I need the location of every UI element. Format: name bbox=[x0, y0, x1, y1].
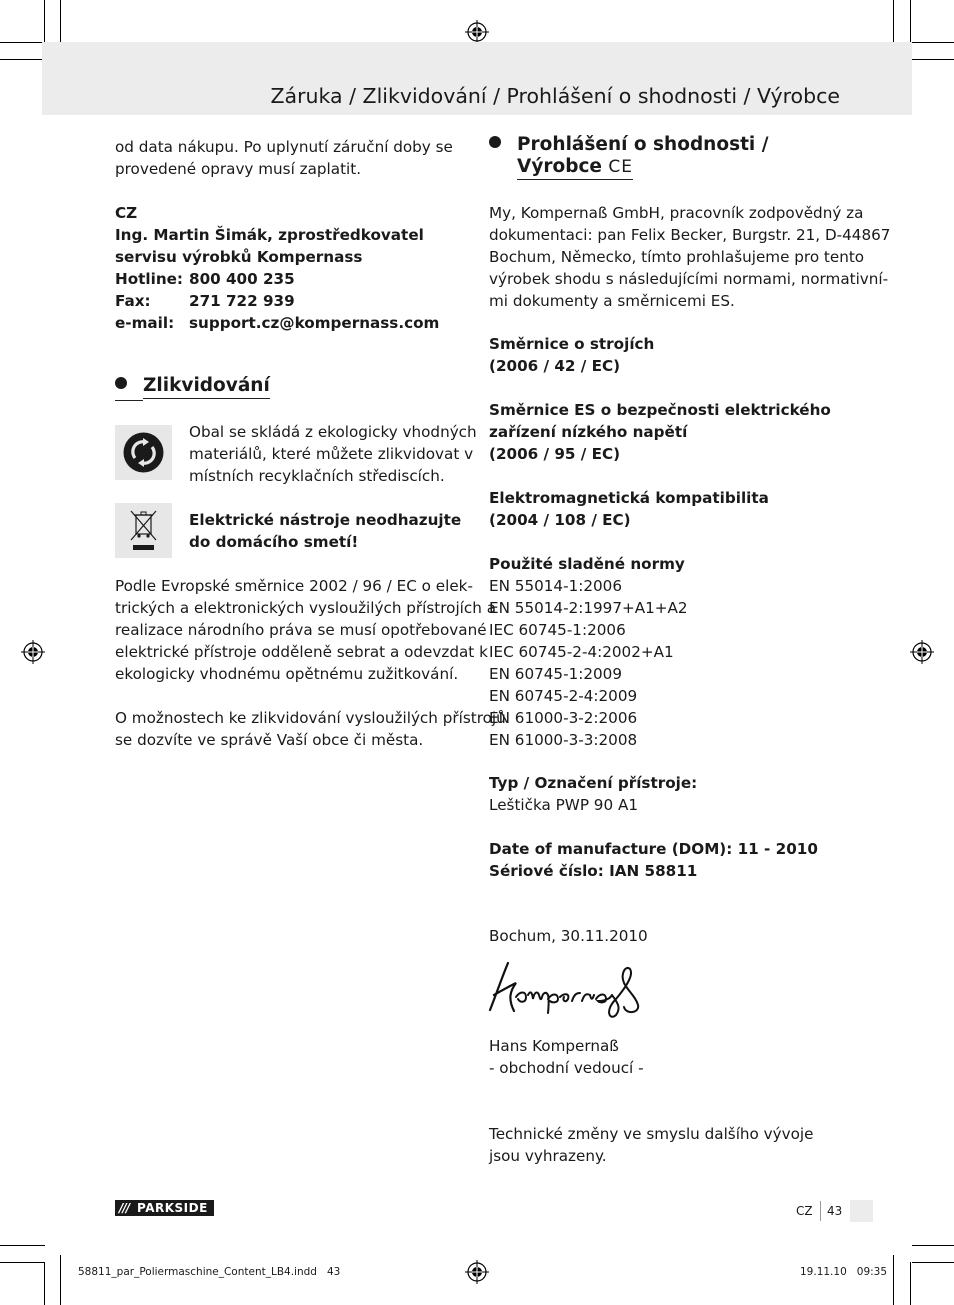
crop-mark bbox=[893, 0, 894, 48]
date-of-manufacture: Date of manufacture (DOM): 11 - 2010 bbox=[489, 840, 818, 858]
weee-icon-box bbox=[115, 503, 172, 558]
logo-text: PARKSIDE bbox=[137, 1201, 208, 1215]
fax-row bbox=[115, 290, 439, 312]
device-type-value: Leštička PWP 90 A1 bbox=[489, 796, 639, 814]
service-country: CZ bbox=[115, 204, 138, 222]
standard-item: EN 61000-3-2:2006 bbox=[489, 709, 638, 727]
text-line: místních recyklačních střediscích. bbox=[189, 467, 445, 485]
crop-mark bbox=[912, 59, 954, 60]
email-label: e-mail: bbox=[115, 314, 175, 332]
crop-mark bbox=[44, 1262, 45, 1305]
text-line: (2006 / 42 / EC) bbox=[489, 357, 621, 375]
warranty-continuation bbox=[115, 136, 453, 180]
machinery-directive bbox=[489, 333, 654, 377]
crop-mark bbox=[910, 0, 911, 42]
crop-mark bbox=[0, 1262, 45, 1263]
fax-label: Fax: bbox=[115, 292, 151, 310]
crop-mark bbox=[910, 1262, 911, 1305]
crop-mark bbox=[0, 42, 45, 43]
parkside-logo bbox=[115, 1200, 214, 1216]
slug-filename: 58811_par_Poliermaschine_Content_LB4.indd 43 bbox=[78, 1266, 341, 1278]
hotline-row bbox=[115, 268, 439, 290]
page-title: Záruka / Zlikvidování / Prohlášení o shodnosti / Výrobce bbox=[270, 84, 840, 108]
text-line: Směrnice o strojích bbox=[489, 335, 655, 353]
text-line: Obal se skládá z ekologicky vhodných bbox=[189, 423, 477, 441]
page-number: 43 bbox=[827, 1204, 843, 1218]
text-line: My, Kompernaß GmbH, pracovník zodpovědný za bbox=[489, 204, 864, 222]
hotline-label: Hotline: bbox=[115, 270, 184, 288]
page-tab bbox=[850, 1200, 873, 1222]
technical-changes-note bbox=[489, 1123, 814, 1167]
weee-warning bbox=[189, 509, 461, 553]
ce-mark-icon: CE bbox=[608, 157, 634, 177]
signatory bbox=[489, 1035, 644, 1079]
text-line: Technické změny ve smyslu dalšího vývoje bbox=[489, 1125, 814, 1143]
text-line: jsou vyhrazeny. bbox=[489, 1147, 607, 1165]
conformity-heading bbox=[489, 134, 768, 156]
text-line: Elektromagnetická kompatibilita bbox=[489, 489, 769, 507]
registration-mark-icon bbox=[465, 20, 489, 44]
text-line: O možnostech ke zlikvidování vysloužilých přístrojů bbox=[115, 709, 506, 727]
service-name-line: servisu výrobků Kompernass bbox=[115, 248, 363, 266]
service-name-line: Ing. Martin Šimák, zprostředkovatel bbox=[115, 226, 424, 244]
text-line: výrobek shodu s následujícími normami, normativní- bbox=[489, 270, 889, 288]
text-line: elektrické přístroje odděleně sebrat a odevzdat k bbox=[115, 643, 488, 661]
recycle-text bbox=[189, 421, 477, 487]
email-row bbox=[115, 312, 439, 334]
conformity-heading-line2: Výrobce bbox=[517, 156, 602, 177]
crossed-bin-icon bbox=[115, 503, 172, 558]
text-line: (2006 / 95 / EC) bbox=[489, 445, 621, 463]
recycle-icon bbox=[115, 425, 172, 480]
conformity-heading-line1: Prohlášení o shodnosti / bbox=[517, 134, 769, 155]
registration-mark-icon bbox=[465, 1260, 489, 1284]
language-code: CZ bbox=[796, 1204, 813, 1218]
hotline-value: 800 400 235 bbox=[189, 270, 295, 288]
registration-mark-icon bbox=[910, 640, 934, 664]
device-type-block bbox=[489, 772, 697, 816]
registration-mark-icon bbox=[21, 640, 45, 664]
place-date: Bochum, 30.11.2010 bbox=[489, 927, 648, 945]
standards-block bbox=[489, 553, 688, 751]
crop-mark bbox=[0, 1245, 45, 1246]
standard-item: EN 61000-3-3:2008 bbox=[489, 731, 638, 749]
emc-directive bbox=[489, 487, 769, 531]
standard-item: EN 60745-2-4:2009 bbox=[489, 687, 638, 705]
conformity-heading-underlined bbox=[517, 156, 633, 180]
text-line: dokumentaci: pan Felix Becker, Burgstr. 21, D-44867 bbox=[489, 226, 891, 244]
fax-value: 271 722 939 bbox=[189, 292, 295, 310]
text-line: (2004 / 108 / EC) bbox=[489, 511, 631, 529]
text-line: Směrnice ES o bezpečnosti elektrického bbox=[489, 401, 831, 419]
conformity-heading-2 bbox=[517, 156, 633, 178]
text-line: do domácího smetí! bbox=[189, 533, 359, 551]
declaration-intro bbox=[489, 202, 890, 312]
crop-mark bbox=[893, 1255, 894, 1305]
crop-mark bbox=[60, 0, 61, 48]
service-contact bbox=[115, 202, 439, 334]
disposal-heading-text: Zlikvidování bbox=[143, 375, 270, 399]
text-line: Elektrické nástroje neodhazujte bbox=[189, 511, 462, 529]
disposal-info-paragraph bbox=[115, 707, 506, 751]
bullet-icon bbox=[115, 377, 127, 389]
standards-heading: Použité sladěné normy bbox=[489, 555, 685, 573]
standard-item: EN 60745-1:2009 bbox=[489, 665, 623, 683]
serial-number: Sériové číslo: IAN 58811 bbox=[489, 862, 698, 880]
crop-mark bbox=[0, 59, 45, 60]
signatory-role: - obchodní vedoucí - bbox=[489, 1059, 644, 1077]
bullet-icon bbox=[489, 136, 501, 148]
crop-mark bbox=[912, 42, 954, 43]
recycle-icon-box bbox=[115, 425, 172, 480]
signature-image bbox=[486, 955, 666, 1025]
text-line: Podle Evropské směrnice 2002 / 96 / EC o elek- bbox=[115, 577, 473, 595]
email-value: support.cz@kompernass.com bbox=[189, 314, 440, 332]
low-voltage-directive bbox=[489, 399, 831, 465]
disposal-heading bbox=[115, 375, 270, 397]
heading-underline bbox=[115, 400, 143, 401]
disposal-paragraph bbox=[115, 575, 496, 685]
text-line: trických a elektronických vysloužilých přístrojích a bbox=[115, 599, 496, 617]
standard-item: IEC 60745-1:2006 bbox=[489, 621, 626, 639]
text-line: od data nákupu. Po uplynutí záruční doby se bbox=[115, 138, 453, 156]
manufacture-info bbox=[489, 838, 818, 882]
text-line: ekologicky vhodnému opětnému zužitkování. bbox=[115, 665, 459, 683]
crop-mark bbox=[912, 1262, 954, 1263]
standard-item: EN 55014-2:1997+A1+A2 bbox=[489, 599, 688, 617]
signatory-name: Hans Kompernaß bbox=[489, 1037, 619, 1055]
crop-mark bbox=[60, 1255, 61, 1305]
text-line: provedené opravy musí zaplatit. bbox=[115, 160, 362, 178]
logo-stripes: /// bbox=[119, 1201, 130, 1215]
text-line: materiálů, které můžete zlikvidovat v bbox=[189, 445, 474, 463]
text-line: se dozvíte ve správě Vaší obce či města. bbox=[115, 731, 424, 749]
text-line: realizace národního práva se musí opotřebované bbox=[115, 621, 487, 639]
crop-mark bbox=[44, 0, 45, 42]
text-line: Bochum, Německo, tímto prohlašujeme pro tento bbox=[489, 248, 865, 266]
standard-item: EN 55014-1:2006 bbox=[489, 577, 623, 595]
crop-mark bbox=[912, 1245, 954, 1246]
text-line: zařízení nízkého napětí bbox=[489, 423, 688, 441]
text-line: mi dokumenty a směrnicemi ES. bbox=[489, 292, 735, 310]
device-type-heading: Typ / Označení přístroje: bbox=[489, 774, 698, 792]
standard-item: IEC 60745-2-4:2002+A1 bbox=[489, 643, 674, 661]
footer-divider bbox=[820, 1201, 821, 1221]
slug-datetime: 19.11.10 09:35 bbox=[800, 1266, 888, 1278]
